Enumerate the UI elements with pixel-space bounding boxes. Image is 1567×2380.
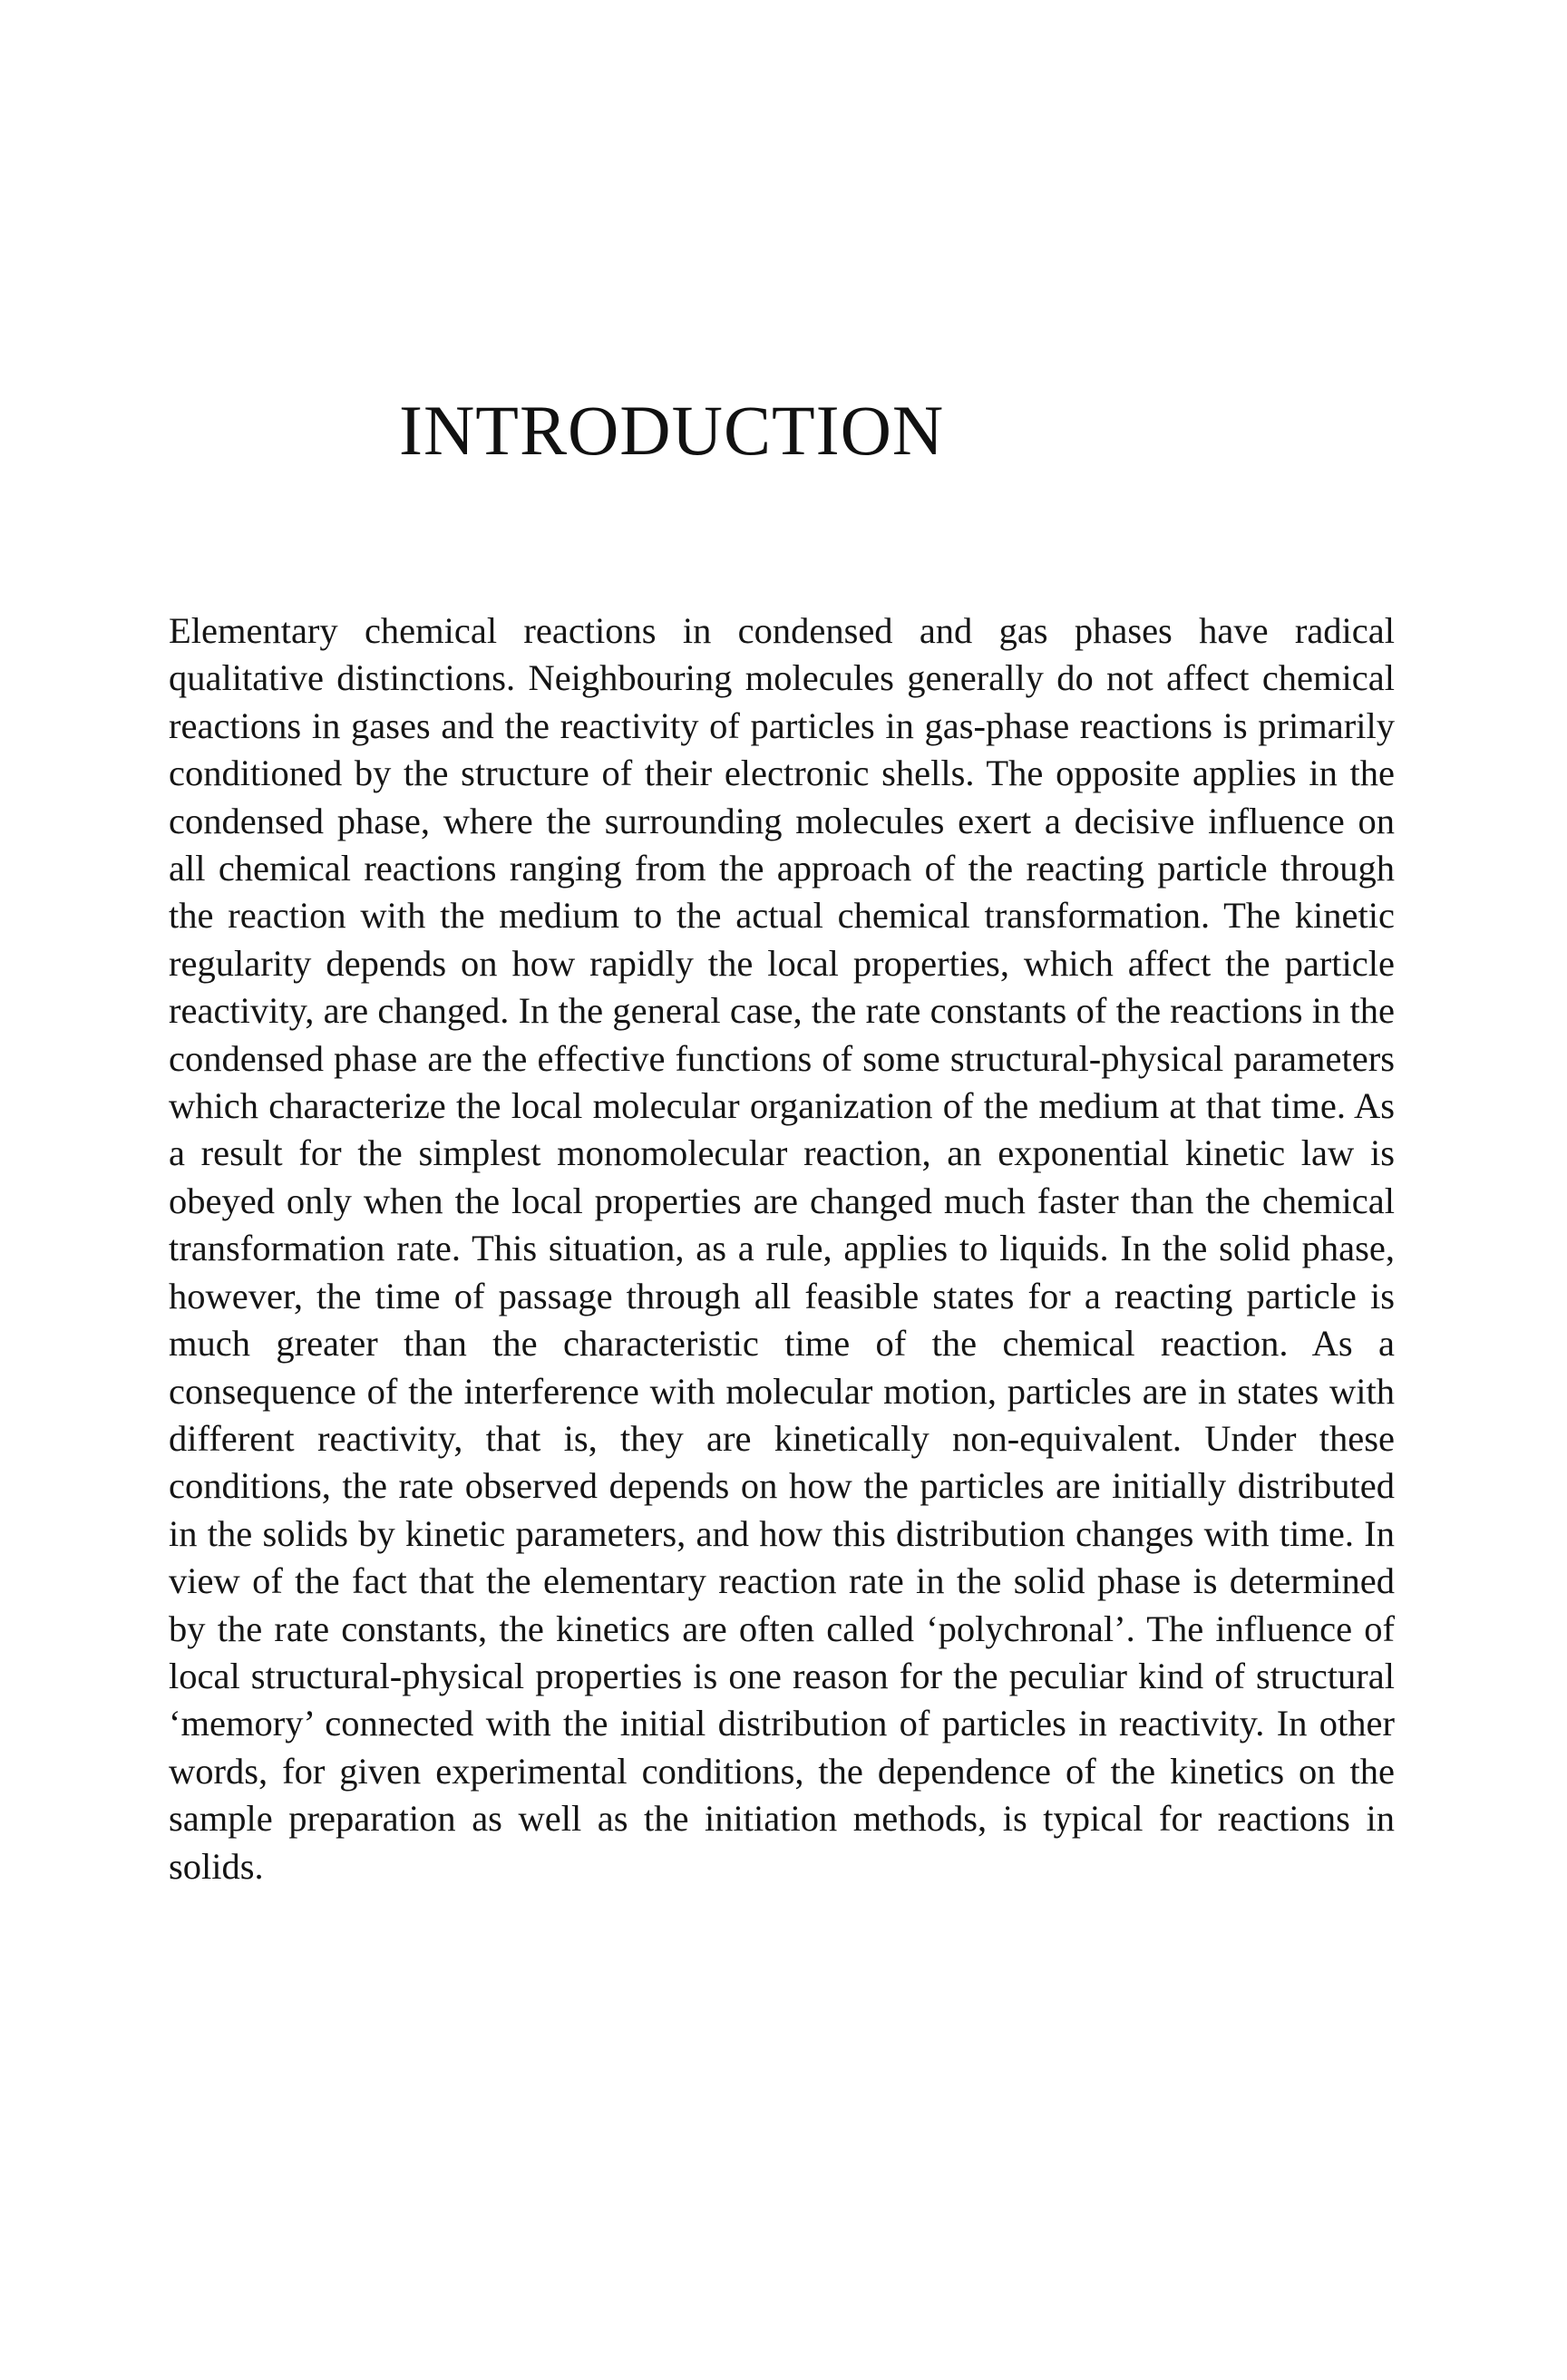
introduction-paragraph: Elementary chemical reactions in condensed and gas phases have radical qualitative distinctions. Neighbouring molecules generally do not affect chemical reactions in gases and the reactivity of particles in gas-phase reactions is primarily conditioned by the structure of their electronic shells. The opposite applies in the condensed phase, where the surrounding molecules exert a decisive influence on all chemical reactions ranging from the approach of the reacting particle through the reaction with the medium to the actual chemical transformation. The kinetic regularity depends on how rapidly the local properties, which affect the particle reactivity, are changed. In the general case, the rate constants of the reactions in the condensed phase are the effective functions of some structural-physical parameters which characterize the local molecular organization of the medium at that time. As a result for the simplest monomolecular reaction, an exponential kinetic law is obeyed only when the local properties are changed much faster than the chemical transformation rate. This situation, as a rule, applies to liquids. In the solid phase, however, the time of passage through all feasible states for a reacting particle is much greater than the characteristic time of the chemical reaction. As a consequence of the interference with molecular motion, particles are in states with different reactivity, that is, they are kinetically non-equivalent. Under these conditions, the rate observed depends on how the particles are initially distributed in the solids by kinetic parameters, and how this distribution changes with time. In view of the fact that the elementary reaction rate in the solid phase is determined by the rate constants, the kinetics are often called ‘polychronal’. The influence of local structural-physical properties is one reason for the peculiar kind of structural ‘memory’ connected with the initial distribution of particles in reactivity. In other words, for given experimental conditions, the dependence of the kinetics on the sample preparation as well as the initiation methods, is typical for reactions in solids. <box>169 610 1395 1887</box>
chapter-title: INTRODUCTION <box>399 391 945 470</box>
